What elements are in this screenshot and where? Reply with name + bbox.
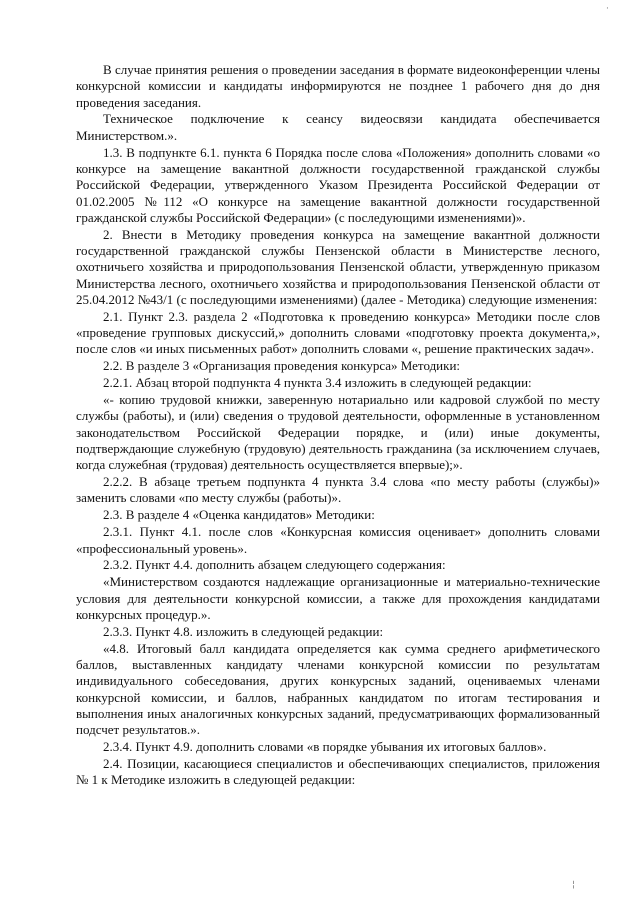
paragraph-2-4: 2.4. Позиции, касающиеся специалистов и обеспечивающих специалистов, приложения № 1 к Методике изложить в следующей редакции: (76, 755, 600, 788)
paragraph-2-2-1: 2.2.1. Абзац второй подпункта 4 пункта 3.4 изложить в следующей редакции: (103, 375, 532, 391)
paragraph-2-3-3: 2.3.3. Пункт 4.8. изложить в следующей редакции: (103, 623, 384, 639)
scan-artifact-mark: · (606, 4, 609, 14)
paragraph-quote-4-8: «4.8. Итоговый балл кандидата определяется как сумма среднего арифметического баллов, выставленных кандидату членами конкурсной комиссии по результатам индивидуального собеседования, других конкурсных заданий, оцениваемых членами конкурсной комиссии, и баллов, набранных кандидатом по итогам тестирования и выполнения иных аналогичных конкурсных заданий, предусматривающих формализованный подсчет результатов.». (76, 640, 600, 738)
paragraph-2-3: 2.3. В разделе 4 «Оценка кандидатов» Методики: (103, 507, 375, 523)
paragraph-2-3-2: 2.3.2. Пункт 4.4. дополнить абзацем следующего содержания: (103, 557, 446, 573)
paragraph-2-3-1: 2.3.1. Пункт 4.1. после слов «Конкурсная комиссия оценивает» дополнить словами «профессиональный уровень». (76, 524, 600, 556)
paragraph-2-2: 2.2. В разделе 3 «Организация проведения конкурса» Методики: (103, 358, 461, 374)
paragraph-quote-work-book: «- копию трудовой книжки, заверенную нотариально или кадровой службой по месту службы (работы), и (или) сведения о трудовой деятельности, оформленные в установленном законодательством Российской Федерации порядке, и (или) иные документы, подтверждающие служебную (трудовую) деятельность гражданина (за исключением случаев, когда служебная (трудовая) деятельность осуществляется впервые);». (76, 392, 600, 473)
paragraph-2-3-4: 2.3.4. Пункт 4.9. дополнить словами «в порядке убывания их итоговых баллов». (103, 739, 547, 755)
scan-artifact-mark: ¦ (572, 880, 576, 890)
paragraph-2-2-2: 2.2.2. В абзаце третьем подпункта 4 пункта 3.4 слова «по месту работы (службы)» заменить словами «по месту службы (работы)». (76, 474, 600, 506)
paragraph-quote-ministry: «Министерством создаются надлежащие организационные и материально-технические условия для деятельности конкурсной комиссии, а также для прохождения кандидатами конкурсных процедур.». (76, 574, 600, 622)
paragraph-1-3: 1.3. В подпункте 6.1. пункта 6 Порядка после слова «Положения» дополнить словами «о конкурсе на замещение вакантной должности государственной гражданской службы Российской Федерации, утвержденного Указом Президента Российской Федерации от 01.02.2005 №112 «О конкурсе на замещение вакантной должности государственной гражданской службы Российской Федерации» (с последующими изменениями)». (76, 144, 600, 225)
paragraph-2: 2. Внести в Методику проведения конкурса на замещение вакантной должности государственной гражданской службы Пензенской области в Министерстве лесного, охотничьего хозяйства и природопользования Пензенской области, утвержденную приказом Министерства лесного, охотничьего хозяйства и природопользования Пензенской области от 25.04.2012 №43/1 (с последующими изменениями) (далее - Методика) следующие изменения: (76, 226, 600, 307)
paragraph-technical-connection: Техническое подключение к сеансу видеосвязи кандидата обеспечивается Министерством.». (76, 111, 600, 143)
paragraph-2-1: 2.1. Пункт 2.3. раздела 2 «Подготовка к проведению конкурса» Методики после слов «проведение групповых дискуссий,» дополнить словами «подготовку проекта документа,», после слов «и иных письменных работ» дополнить словами «, решение практических задач». (76, 308, 600, 357)
paragraph-videoconference: В случае принятия решения о проведении заседания в формате видеоконференции члены конкурсной комиссии и кандидаты информируются не позднее 1 рабочего дня до дня проведения заседания. (76, 62, 600, 110)
